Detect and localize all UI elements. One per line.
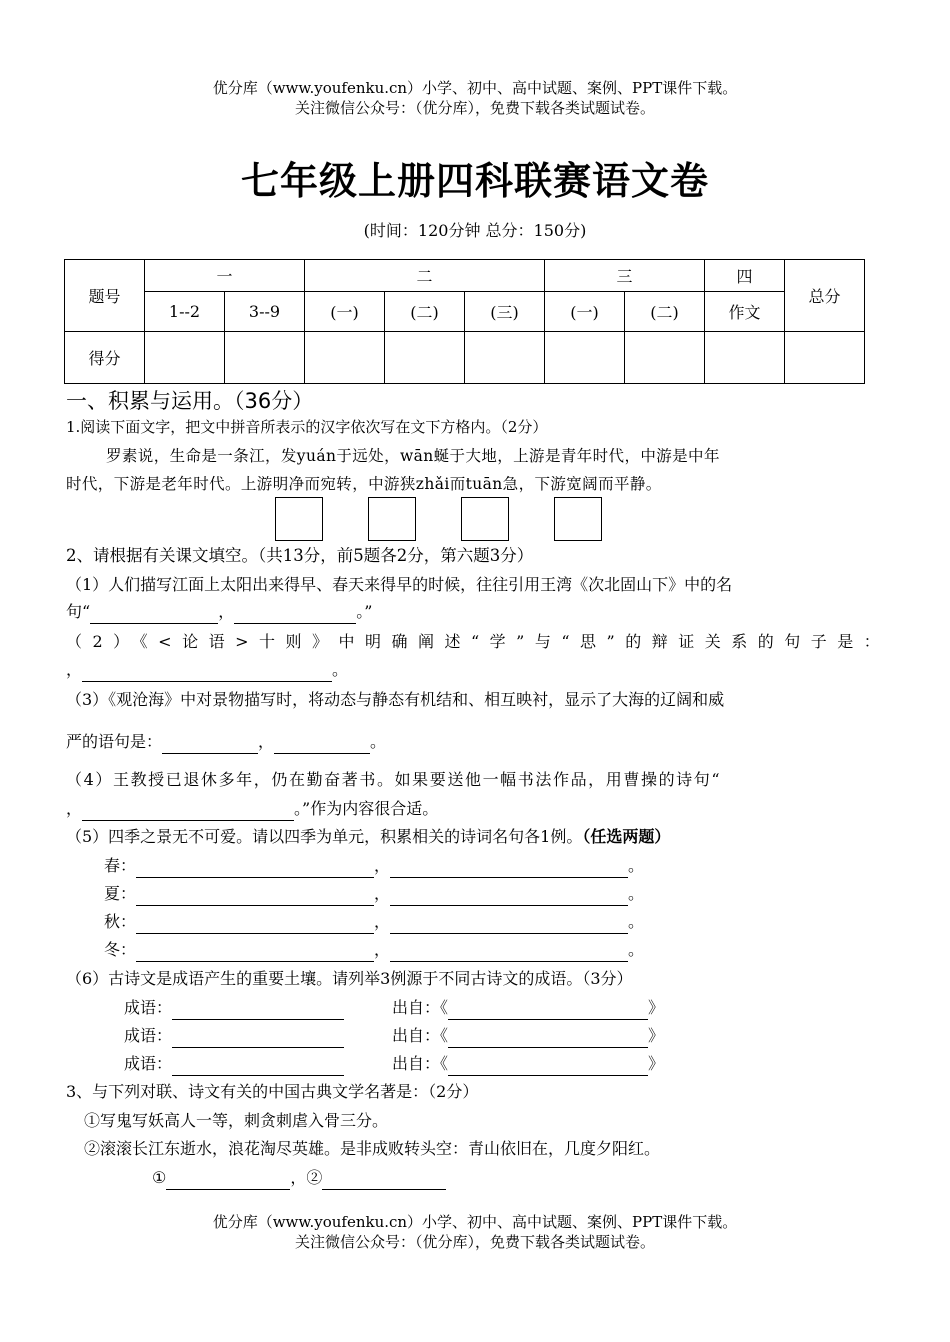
text: 句“ xyxy=(66,602,91,621)
chuzi-row xyxy=(392,1024,664,1048)
group-4: 四 xyxy=(705,260,785,292)
q2-6-line1: （6）古诗文是成语产生的重要土壤。请列举3例源于不同古诗文的成语。（3分） xyxy=(66,969,633,988)
season-row xyxy=(104,910,644,934)
text: ， xyxy=(258,732,275,751)
note: （任选两题） xyxy=(582,827,671,846)
label: 成语： xyxy=(124,1054,173,1073)
fill-blank[interactable] xyxy=(390,943,628,962)
text: 》 xyxy=(648,1054,665,1073)
header-line-2: 关注微信公众号：（优分库），免费下载各类试题试卷。 xyxy=(294,99,655,117)
score-cell[interactable] xyxy=(305,332,385,384)
cell-defen: 得分 xyxy=(65,332,145,384)
text: 》 xyxy=(648,1026,665,1045)
score-cell[interactable] xyxy=(705,332,785,384)
header-line-1: 优分库（www.youfenku.cn）小学、初中、高中试题、案例、PPT课件下载。 xyxy=(212,79,738,97)
q1-text-line1: 罗素说，生命是一条江，发yuán于远处，wān蜒于大地，上游是青年时代，中游是中年 xyxy=(106,447,720,465)
season-row xyxy=(104,882,644,906)
chuzi-row xyxy=(392,1052,664,1076)
fill-blank[interactable] xyxy=(234,605,356,624)
fill-blank[interactable] xyxy=(136,915,374,934)
score-table xyxy=(64,259,865,384)
season-label: 春： xyxy=(104,856,137,875)
fill-blank[interactable] xyxy=(390,887,628,906)
score-cell[interactable] xyxy=(385,332,465,384)
text: ， xyxy=(374,940,391,959)
q2-2-line2 xyxy=(66,658,348,682)
subcol: (一) xyxy=(545,292,625,332)
text: ， xyxy=(66,799,83,818)
text: 》 xyxy=(648,998,665,1017)
fill-blank[interactable] xyxy=(390,859,628,878)
fill-blank[interactable] xyxy=(136,859,374,878)
fill-blank[interactable] xyxy=(82,663,332,682)
fill-blank[interactable] xyxy=(82,802,294,821)
fill-blank[interactable] xyxy=(136,943,374,962)
q3-item-1: ①写鬼写妖高人一等，刺贪刺虐入骨三分。 xyxy=(84,1111,389,1130)
season-row xyxy=(104,854,644,878)
answer-box[interactable] xyxy=(275,497,323,541)
q2-2-line1: （2）《<论语>十则》中明确阐述“学”与“思”的辩证关系的句子是： xyxy=(66,632,891,651)
score-cell[interactable] xyxy=(145,332,225,384)
text: ① xyxy=(152,1168,167,1187)
q2-4-line1: （4）王教授已退休多年，仍在勤奋著书。如果要送他一幅书法作品，用曹操的诗句“ xyxy=(66,770,722,789)
q2-3-line1: （3）《观沧海》中对景物描写时，将动态与静态有机结和、相互映衬，显示了大海的辽阔和威 xyxy=(66,690,725,709)
text: （5）四季之景无不可爱。请以四季为单元，积累相关的诗词名句各1例。 xyxy=(66,827,583,846)
exam-info: (时间：120分钟 总分：150分) xyxy=(363,221,587,240)
cell-zongfen: 总分 xyxy=(785,260,865,332)
fill-blank[interactable] xyxy=(448,1029,648,1048)
fill-blank[interactable] xyxy=(448,1057,648,1076)
answer-box[interactable] xyxy=(461,497,509,541)
fill-blank[interactable] xyxy=(448,1001,648,1020)
text: 。 xyxy=(628,856,645,875)
fill-blank[interactable] xyxy=(390,915,628,934)
label: 成语： xyxy=(124,1026,173,1045)
cell-tihao: 题号 xyxy=(65,260,145,332)
text: ，② xyxy=(290,1168,323,1187)
fill-blank[interactable] xyxy=(162,735,258,754)
q2-5-line1 xyxy=(66,825,670,849)
score-cell[interactable] xyxy=(625,332,705,384)
text: ， xyxy=(66,660,83,679)
footer-line-2: 关注微信公众号：（优分库），免费下载各类试题试卷。 xyxy=(294,1233,655,1251)
q3-item-2: ②滚滚长江东逝水，浪花淘尽英雄。是非成败转头空：青山依旧在，几度夕阳红。 xyxy=(84,1139,661,1158)
q2-1-line2 xyxy=(66,600,372,624)
label: 成语： xyxy=(124,998,173,1017)
text: 。 xyxy=(370,732,387,751)
group-2: 二 xyxy=(305,260,545,292)
text: ， xyxy=(374,884,391,903)
q3-prompt: 3、与下列对联、诗文有关的中国古典文学名著是：（2分） xyxy=(66,1082,479,1101)
text: 。” xyxy=(356,602,373,621)
text: ， xyxy=(374,856,391,875)
footer-line-1: 优分库（www.youfenku.cn）小学、初中、高中试题、案例、PPT课件下载。 xyxy=(212,1213,738,1231)
text: ， xyxy=(374,912,391,931)
fill-blank[interactable] xyxy=(172,1029,344,1048)
fill-blank[interactable] xyxy=(136,887,374,906)
section-heading: 一、积累与运用。（36分） xyxy=(66,389,314,413)
chengyu-row xyxy=(124,1024,344,1048)
text: 。 xyxy=(332,660,349,679)
subcol: (一) xyxy=(305,292,385,332)
fill-blank[interactable] xyxy=(274,735,370,754)
text: 。”作为内容很合适。 xyxy=(294,799,439,818)
text: ， xyxy=(218,602,235,621)
q2-1-line1: （1）人们描写江面上太阳出来得早、春天来得早的时候，往往引用王湾《次北固山下》中的名 xyxy=(66,575,733,594)
text: 。 xyxy=(628,940,645,959)
fill-blank[interactable] xyxy=(172,1001,344,1020)
answer-box[interactable] xyxy=(368,497,416,541)
season-label: 秋： xyxy=(104,912,137,931)
subcol: 作文 xyxy=(705,292,785,332)
chengyu-row xyxy=(124,1052,344,1076)
season-row xyxy=(104,938,644,962)
text: 。 xyxy=(628,912,645,931)
chuzi-row xyxy=(392,996,664,1020)
q2-4-line2 xyxy=(66,797,438,821)
score-cell[interactable] xyxy=(225,332,305,384)
q1-text-line2: 时代，下游是老年时代。上游明净而宛转，中游狭zhǎi而tuān急，下游宽阔而平静。 xyxy=(66,475,662,493)
group-1: 一 xyxy=(145,260,305,292)
season-label: 冬： xyxy=(104,940,137,959)
subcol: (二) xyxy=(625,292,705,332)
subcol: 3--9 xyxy=(225,292,305,332)
subcol: (三) xyxy=(465,292,545,332)
q1-prompt: 1.阅读下面文字，把文中拼音所表示的汉字依次写在文下方格内。（2分） xyxy=(66,418,548,436)
text: 严的语句是： xyxy=(66,732,163,751)
page-title: 七年级上册四科联赛语文卷 xyxy=(240,159,709,203)
q3-answer-row xyxy=(152,1166,446,1190)
q2-3-line2 xyxy=(66,730,386,754)
fill-blank[interactable] xyxy=(166,1171,290,1190)
season-label: 夏： xyxy=(104,884,137,903)
subcol: 1--2 xyxy=(145,292,225,332)
label: 出自：《 xyxy=(392,1054,449,1073)
q2-prompt: 2、请根据有关课文填空。（共13分，前5题各2分，第六题3分） xyxy=(66,546,534,565)
fill-blank[interactable] xyxy=(90,605,218,624)
label: 出自：《 xyxy=(392,1026,449,1045)
score-cell[interactable] xyxy=(465,332,545,384)
score-cell[interactable] xyxy=(785,332,865,384)
fill-blank[interactable] xyxy=(172,1057,344,1076)
score-cell[interactable] xyxy=(545,332,625,384)
answer-box[interactable] xyxy=(554,497,602,541)
subcol: (二) xyxy=(385,292,465,332)
group-3: 三 xyxy=(545,260,705,292)
fill-blank[interactable] xyxy=(322,1171,446,1190)
label: 出自：《 xyxy=(392,998,449,1017)
text: 。 xyxy=(628,884,645,903)
chengyu-row xyxy=(124,996,344,1020)
